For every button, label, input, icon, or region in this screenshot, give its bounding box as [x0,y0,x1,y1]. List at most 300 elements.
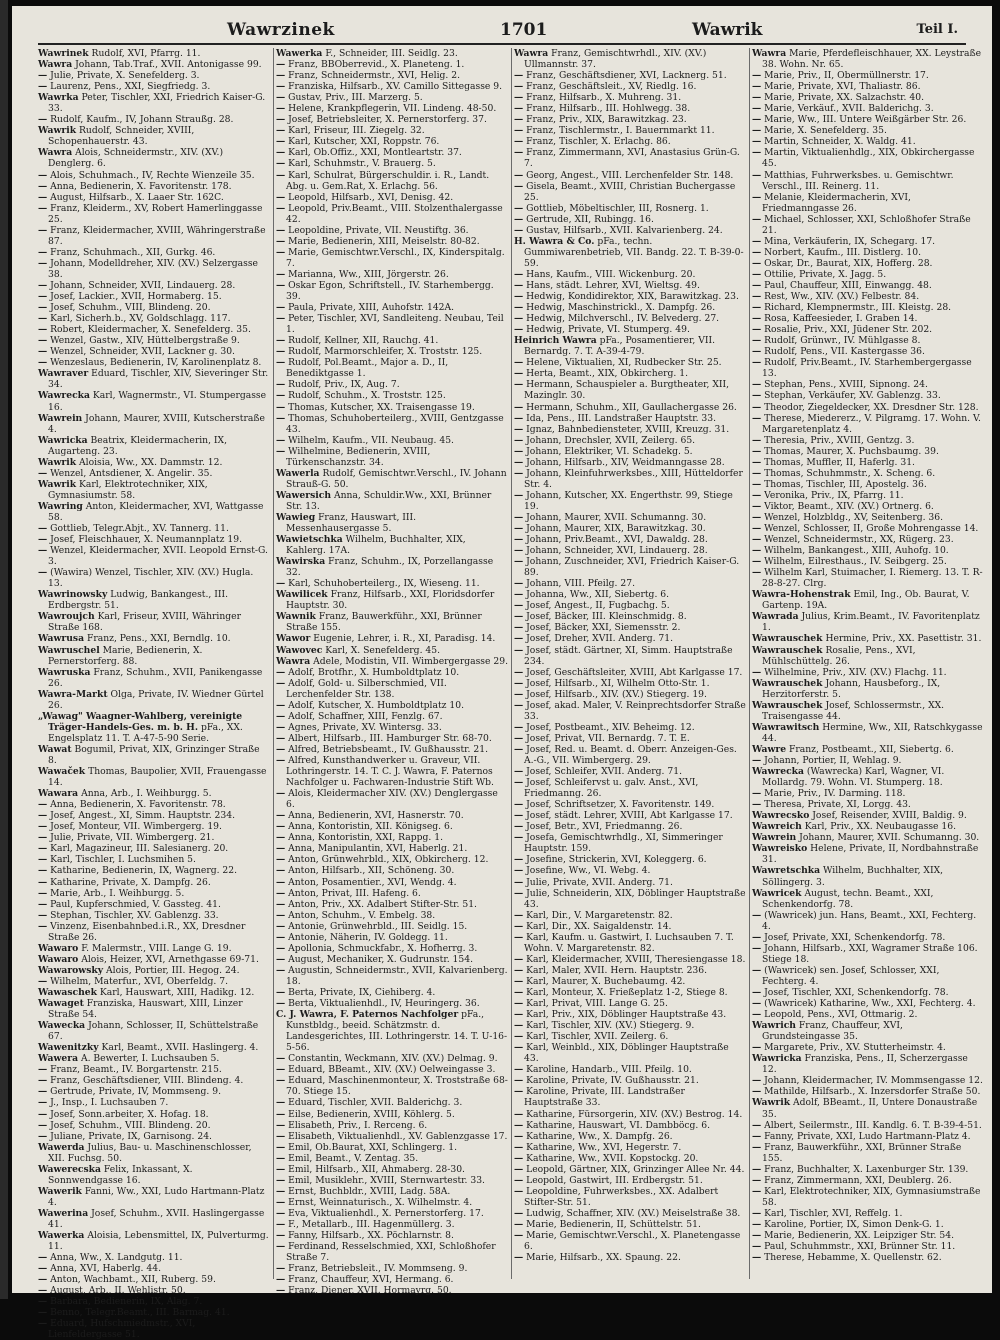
directory-entry [752,81,984,92]
entry-details: Franz, Geschäftsleit., XV, Riedlg. 16. [526,81,697,93]
entry-details: Katharine, Ww., XVI, Hegerstr. 7. [526,1141,682,1153]
directory-entry [38,965,270,976]
entry-details: Theresa, Private, XI, Lorgg. 43. [764,799,911,811]
entry-surname: Wawat [38,743,72,755]
directory-entry [276,357,508,379]
entry-details: Berta, Viktualienhdl., IV, Heuringerg. 36. [288,998,480,1010]
directory-entry [276,954,508,965]
entry-details: Franziska, Pens., II, Scherzergasse 12. [762,1053,968,1076]
directory-entry [514,435,746,446]
entry-details: Rudolf, Pens., VII. Kastergasse 36. [764,346,925,358]
entry-details: Josef, städt. Gärtner, XI, Simm. Hauptstraße 234. [524,644,733,667]
entry-surname: — [752,1119,762,1131]
directory-entry [514,832,746,854]
directory-entry [38,888,270,899]
directory-entry [514,1175,746,1186]
entry-surname: — [276,313,286,325]
directory-entry [276,203,508,225]
entry-surname: Wawera [38,1053,79,1065]
entry-surname: — [752,511,762,523]
entry-surname: — [514,821,524,833]
entry-details: Marie, Bedienerin, XX. Leipziger Str. 54. [764,1230,954,1242]
directory-entry [752,943,984,965]
entry-surname: — [514,1009,524,1021]
directory-entry [752,390,984,401]
entry-details: Katharine, Hauswart, VI. Dambböcg. 6. [526,1119,711,1131]
entry-details: Alois, Schneidermstr., XIV. (XV.) Denglerg. 6. [48,147,224,170]
entry-surname: — [514,489,524,501]
entry-surname: — [276,235,286,247]
entry-details: Hedwig, Milchverschl., IV. Belvederg. 27. [526,313,720,325]
entry-details: Rudolf, Schneider, XVIII, Schopenhauerstr. 43. [48,125,195,148]
directory-entry [38,954,270,965]
entry-details: Rudolf, Gemischtwr.Verschl., IV. Johann Strauß-G. 50. [286,467,507,490]
entry-surname: — [276,1163,286,1175]
entry-details: Paula, Private, XIII, Auhofstr. 142A. [288,302,455,314]
directory-entry [752,810,984,821]
entry-details: Franz, Schuhm., IX, Porzellangasse 32. [286,556,494,579]
entry-details: Josef, Tischler, XXI, Schenkendorfg. 78. [764,986,949,998]
entry-surname: Wawovec [276,644,323,656]
entry-surname: — [276,821,286,833]
directory-entry [752,379,984,390]
directory-entry [514,766,746,777]
entry-details: Franziska, Hilfsarb., XV. Camillo Sittegasse 9. [288,81,503,93]
entry-surname: — [276,401,286,413]
entry-surname: — [38,876,48,888]
entry-surname: Wawieg [276,511,316,523]
directory-entry [276,965,508,987]
directory-entry [276,556,508,578]
entry-surname: — [276,832,286,844]
directory-entry [38,766,270,788]
entry-details: pFa., XX. Engelsplatz 11. T. A-47-5-90 Serie. [48,721,243,744]
entry-surname: — [752,335,762,347]
entry-surname: Wawaro [38,953,79,965]
entry-details: Franz, Bauwerkführ., XXI, Brünner Straße 155. [762,1141,962,1164]
entry-surname: Wawroujch [38,611,95,623]
entry-surname: — [514,114,524,126]
entry-surname: Wawerla [276,467,320,479]
directory-entry [752,48,984,70]
directory-entry [276,1109,508,1120]
entry-details: Adele, Modistin, VII. Wimbergergasse 29. [313,655,508,667]
entry-details: Franz, Hilfsarb., XXI, Floridsdorfer Hauptstr. 30. [286,589,495,612]
entry-details: Karl, X. Senefelderg. 45. [325,644,441,656]
directory-entry [752,843,984,865]
directory-entry [752,247,984,258]
entry-surname: — [514,136,524,148]
entry-details: Marie, Bedienerin, II, Schüttelstr. 51. [526,1218,701,1230]
directory-entry [752,700,984,722]
entry-surname: — [276,788,286,800]
directory-entry [514,291,746,302]
directory-entry [752,280,984,291]
entry-details: Marie, X. Senefelderg. 35. [764,125,887,137]
entry-surname: — [276,986,286,998]
entry-surname: Wawreisko [752,843,808,855]
entry-details: Anna, Arb., I. Weihburgg. 5. [81,788,212,800]
entry-surname: — [752,1174,762,1186]
entry-details: Hans, städt. Lehrer, XVI, Wieltsg. 49. [526,279,700,291]
entry-surname: — [514,125,524,137]
entry-surname: — [276,1230,286,1242]
entry-surname: — [752,1218,762,1230]
directory-entry [38,976,270,987]
entry-details: Josef, Schleifervst u. galv. Anst., XVI, Friedmanng. 26. [524,777,699,800]
entry-surname: — [514,1174,524,1186]
directory-entry [276,1175,508,1186]
directory-entry [38,1285,270,1296]
entry-surname: — [276,677,286,689]
entry-details: Katharine, Private, X. Dampfg. 26. [50,876,211,888]
entry-details: Rosalie, Priv., XXI, Jüdener Str. 202. [764,324,933,336]
directory-entry [514,147,746,169]
entry-surname: — [752,478,762,490]
entry-surname: — [276,390,286,402]
entry-details: August, Hilfsarb., X. Laaer Str. 162C. [50,191,224,203]
entry-details: Josef, Fleischhauer, X. Neumannplatz 19. [50,534,242,546]
directory-entry [276,490,508,512]
entry-details: Wilhelm, Bankangest., XIII, Auhofg. 10. [764,545,949,557]
entry-surname: Wawraver [38,368,89,380]
entry-details: Rudolf, Schuhm., X. Troststr. 125. [288,390,446,402]
entry-surname: — [38,1296,48,1308]
column-2 [276,48,508,1297]
entry-surname: — [514,600,524,612]
directory-entry [514,523,746,534]
directory-entry [752,1131,984,1142]
entry-details: Karl, Elektrotechniker, XIX, Gymnasiumstraße 58. [762,1185,981,1208]
directory-entry [276,114,508,125]
entry-details: Johann, Hilfsarb., XXI, Wagramer Straße 106. Stiege 18. [762,942,978,965]
directory-entry [752,302,984,313]
entry-surname: — [514,1031,524,1043]
directory-entry [752,92,984,103]
entry-details: Helene, Krankpflegerin, VII. Lindeng. 48-50. [288,103,497,115]
entry-surname: — [514,379,524,391]
directory-entry [276,711,508,722]
directory-entry [752,965,984,987]
entry-details: Johann, Hausbeforg., IX, Herzitorferstr. 5. [762,677,941,700]
entry-details: Josef, Schlossermstr., XX. Traisengasse 44. [762,699,945,722]
entry-surname: Wawrka [38,92,79,104]
directory-entry [514,302,746,313]
directory-entry [752,346,984,357]
entry-surname: Wawnik [276,611,316,623]
entry-details: Karl, Schuhmstr., V. Brauerg. 5. [288,158,436,170]
entry-details: Leopold, Priv.Beamt., VIII. Stolzenthalergasse 42. [286,202,503,225]
directory-entry [752,523,984,534]
entry-details: Margarete, Priv., XV. Stutterheimstr. 4. [764,1042,946,1054]
directory-entry [276,236,508,247]
directory-entry [752,136,984,147]
directory-entry [38,280,270,291]
directory-entry [514,368,746,379]
entry-surname: Wawrauschek [752,699,823,711]
directory-entry [276,313,508,335]
entry-surname: — [514,92,524,104]
directory-entry [514,1164,746,1175]
directory-entry [276,1153,508,1164]
entry-surname: — [276,379,286,391]
entry-details: Fanny, Hilfsarb., XX. Pöchlarnstr. 8. [288,1230,454,1242]
entry-surname: Wawerina [38,1207,89,1219]
entry-surname: — [276,445,286,457]
entry-details: Rudolf, Grünwr., IV. Mühlgasse 8. [764,335,921,347]
entry-details: F., Schneider, III. Seidlg. 23. [325,48,458,59]
entry-details: Josef, Privat, VII. Bernardg. 7. T. E. [526,732,690,744]
directory-entry [38,1075,270,1086]
entry-surname: Wawrauschek [752,644,823,656]
entry-details: Matthias, Fuhrwerksbes. u. Gemischtwr. Verschl., III. Reinerg. 11. [762,169,954,192]
entry-details: Franz, Schneidermstr., XVI, Helig. 2. [288,70,461,82]
directory-entry [276,755,508,788]
entry-surname: — [38,1097,48,1109]
header-left-keyword: Wawrzinek [227,20,335,40]
directory-entry [514,1075,746,1086]
entry-surname: Wawilicek [276,589,328,601]
directory-entry [752,1120,984,1131]
directory-entry [514,103,746,114]
directory-entry [514,722,746,733]
directory-entry [514,1186,746,1208]
entry-details: Elisabeth, Priv., I. Rerceng. 6. [288,1119,428,1131]
entry-details: Katharine, Ww., XVII. Kopstockg. 20. [526,1152,699,1164]
entry-surname: — [514,1108,524,1120]
entry-surname: — [514,313,524,325]
entry-surname: — [752,1086,762,1098]
entry-surname: — [38,291,48,303]
directory-entry [38,192,270,203]
entry-surname: — [514,578,524,590]
directory-entry [514,777,746,799]
entry-details: Wilhelm, Eilresthaus., IV. Seibgerg. 25. [764,556,947,568]
entry-surname: — [38,920,48,932]
directory-entry [752,192,984,214]
entry-surname: Wawra [752,48,787,59]
directory-entry [38,114,270,125]
entry-details: F. Malermstr., VIII. Lange G. 19. [81,942,232,954]
directory-entry [38,799,270,810]
entry-surname: — [276,125,286,137]
entry-surname: — [752,379,762,391]
entry-surname: — [752,1141,762,1153]
entry-surname: — [38,335,48,347]
directory-entry [276,733,508,744]
directory-entry [514,733,746,744]
entry-details: Johann, Drechsler, XVII, Zeilerg. 65. [526,434,696,446]
directory-entry [276,346,508,357]
entry-surname: — [276,920,286,932]
entry-details: Karl, Kaufm. u. Gastwirt, I. Luchsauben 7. T. Wohn. V. Margaretenstr. 82. [524,931,734,954]
entry-surname: — [38,180,48,192]
directory-entry [752,567,984,589]
directory-entry [38,788,270,799]
directory-entry [752,1042,984,1053]
entry-details: Wenzel, Antsdiener, X. Angeliг. 35. [50,467,213,479]
directory-entry [752,1164,984,1175]
directory-entry [38,291,270,302]
directory-entry [276,147,508,158]
entry-details: Rudolf, XVI, Pfarrg. 11. [91,48,201,59]
entry-details: August, Arb., II. Wehlistr. 50. [50,1285,186,1297]
entry-details: Apollonia, Schmuckfabr., X. Hofherrg. 3. [288,942,478,954]
directory-entry [38,744,270,766]
entry-surname: — [752,445,762,457]
directory-entry [276,589,508,611]
directory-entry [276,59,508,70]
entry-surname: — [38,1285,48,1297]
entry-surname: — [38,909,48,921]
entry-surname: — [276,279,286,291]
entry-details: Marie, Hilfsarb., XX. Spaung. 22. [526,1252,681,1264]
entry-surname: — [38,799,48,811]
directory-entry [752,479,984,490]
header-right-keyword: Wawrik [692,20,763,40]
entry-details: J., Insp., I. Luchsauben 7. [50,1097,169,1109]
entry-details: Franz, Schuhm., XVII, Panikengasse 26. [48,666,263,689]
directory-entry [514,1153,746,1164]
entry-details: Hermine, Ww., XII, Ratschkygasse 44. [762,721,983,744]
directory-entry [752,313,984,324]
entry-details: Johann, Schneider, XVII, Lindauerg. 28. [50,279,236,291]
directory-entry [752,1219,984,1230]
entry-surname: — [514,644,524,656]
directory-entry [38,589,270,611]
entry-surname: — [276,699,286,711]
entry-details: Karl, Ob.Offiz., XXI, Montleartstr. 37. [288,147,462,159]
entry-details: Josef, Reisender, XVIII, Baldig. 9. [812,810,967,822]
directory-entry [38,667,270,689]
directory-entry [514,976,746,987]
entry-surname: — [276,1152,286,1164]
directory-entry [38,1208,270,1230]
directory-entry [276,1285,508,1296]
entry-details: Ludwig, Schaffner, XIV. (XV.) Meiselstraße 38. [526,1207,741,1219]
entry-surname: — [38,224,48,236]
entry-surname: Wawra [276,655,311,667]
entry-details: Antonie, Näherin, IV. Goldegg. 11. [288,931,448,943]
entry-surname: — [38,1307,48,1319]
entry-surname: — [752,279,762,291]
entry-details: Josef, Postbeamt., XIV. Beheimg. 12. [526,721,695,733]
directory-entry [38,1296,270,1307]
entry-details: Wenzel, Gastw., XIV, Hüttelbergstraße 9. [50,335,240,347]
column-4 [752,48,984,1279]
directory-entry [276,48,508,59]
entry-details: Johann, Hilfsarb., XIV, Weidmanngasse 28. [526,456,725,468]
entry-surname: — [38,865,48,877]
directory-entry [276,678,508,700]
directory-entry [514,424,746,435]
entry-surname: — [752,1241,762,1253]
entry-details: Benno, Telegr.Beamt., III. Barmag. 41. [50,1307,230,1319]
entry-details: Johann, Priv.Beamt., XVI, Dawaldg. 28. [526,534,708,546]
entry-details: Josef, Betr., XVI, Friedmanng. 26. [526,821,683,833]
directory-entry [38,1142,270,1164]
directory-entry [752,457,984,468]
entry-surname: — [38,1119,48,1131]
entry-surname: — [276,1196,286,1208]
entry-surname: — [514,224,524,236]
entry-details: Franz, BBOberrevid., X. Planeteng. 1. [288,59,465,71]
entry-surname: Wawrecsko [752,810,810,822]
entry-surname: — [514,611,524,623]
directory-entry [752,236,984,247]
entry-details: Alfred, Betriebsbeamt., IV. Gußhausstr. 21. [288,743,488,755]
directory-entry [752,1241,984,1252]
directory-entry [276,843,508,854]
directory-entry [276,92,508,103]
directory-entry [752,446,984,457]
directory-entry [752,1186,984,1208]
entry-surname: — [276,169,286,181]
entry-surname: — [514,268,524,280]
entry-surname: — [38,169,48,181]
entry-surname: Wawor [276,633,311,645]
entry-details: Wenzel, Schneidermstr., XX, Rügerg. 23. [764,534,954,546]
entry-details: Michael, Schlosser, XXI, Schloßhofer Straße 21. [762,213,971,236]
directory-entry [514,468,746,490]
directory-entry [514,877,746,888]
entry-surname: — [514,1141,524,1153]
directory-entry [38,633,270,644]
entry-details: Julie, Private, VII. Wimbergerg. 21. [50,832,215,844]
directory-entry [514,48,746,70]
entry-details: Fanny, Private, XXI, Ludo Hartmann-Platz 4. [764,1130,971,1142]
directory-entry [514,1109,746,1120]
entry-surname: — [752,313,762,325]
entry-details: Viktor, Beamt., XIV. (XV.) Ortnerg. 6. [764,500,934,512]
directory-entry [38,59,270,70]
entry-surname: — [38,1086,48,1098]
entry-details: Josef, Bäcker, III. Kleinschmidg. 8. [526,611,687,623]
directory-entry [514,81,746,92]
entry-surname: — [752,114,762,126]
directory-entry [276,700,508,711]
directory-entry [752,70,984,81]
entry-surname: — [752,268,762,280]
entry-surname: — [38,257,48,269]
directory-entry [514,236,746,269]
entry-surname: — [276,755,286,766]
directory-entry [514,799,746,810]
directory-entry [38,1064,270,1075]
column-divider [511,48,512,1279]
directory-entry [276,170,508,192]
entry-details: Ignaz, Bahnbediensteter, XVIII, Kreuzg. 31. [526,423,730,435]
entry-surname: — [752,556,762,568]
entry-surname: — [276,224,286,236]
entry-surname: — [752,456,762,468]
entry-surname: — [514,1218,524,1230]
entry-details: Wilhelm, Buchhalter, XIX, Kahlerg. 17A. [286,534,466,557]
entry-details: Wilhelm Karl, Stuimacher, I. Riemerg. 13. T. R-28-8-27. Clrg. [762,567,983,590]
entry-details: Johann, Kleidermacher, IV. Mommsengasse 12. [764,1075,983,1087]
entry-surname: Wawerik [38,1185,82,1197]
directory-entry [276,1263,508,1274]
directory-entry [38,1109,270,1120]
entry-details: Josef, akad. Maler, V. Reinprechtsdorfer Straße 33. [524,699,746,722]
directory-entry [514,888,746,910]
entry-surname: Wawrein [38,412,83,424]
entry-surname: — [276,246,286,258]
directory-entry [752,987,984,998]
entry-details: Julius, Bau- u. Maschinenschlosser, XII. Fuchsg. 50. [48,1141,252,1164]
entry-surname: — [752,666,762,678]
directory-entry [752,1175,984,1186]
